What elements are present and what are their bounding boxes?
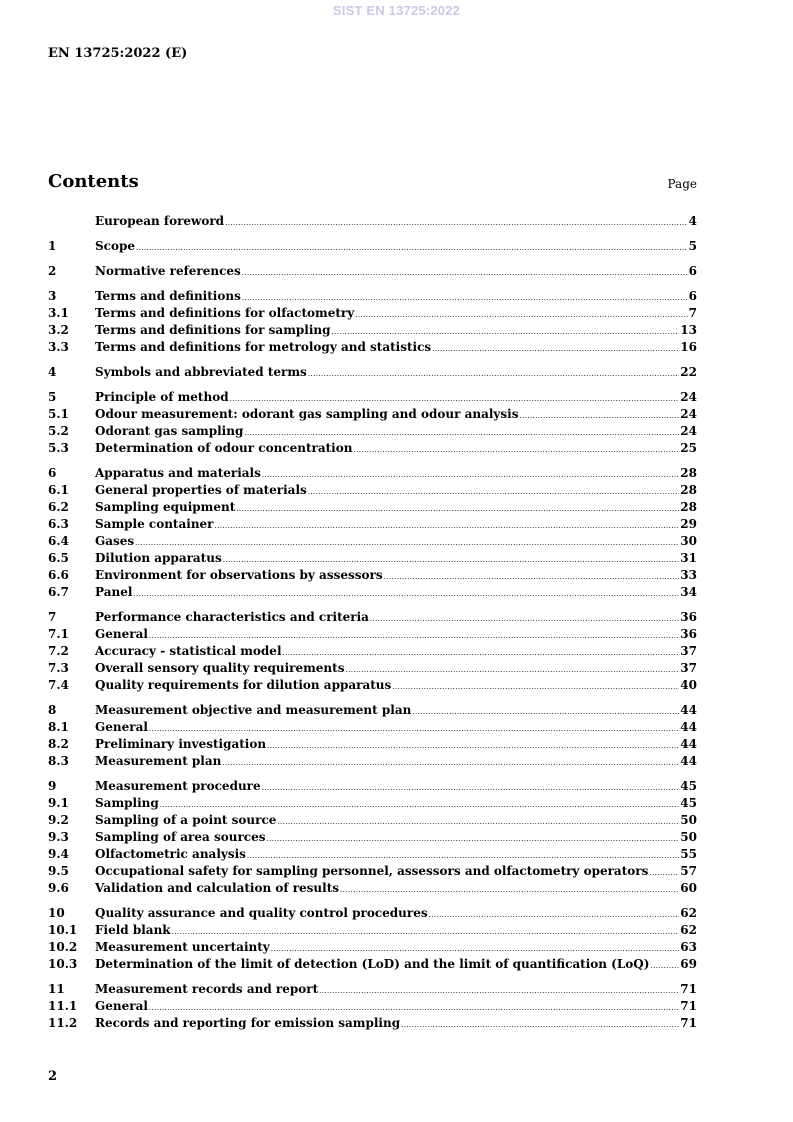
footer-page-number: 2 [48, 1069, 58, 1084]
dot-leader [345, 666, 679, 674]
toc-entry-page: 57 [680, 864, 697, 878]
dot-leader [355, 311, 687, 319]
dot-leader [412, 708, 679, 716]
toc-entry-number: 3.1 [48, 306, 69, 320]
toc-entry-number: 9.2 [48, 813, 69, 827]
toc-entry[interactable] [48, 424, 697, 441]
toc-section [48, 365, 697, 382]
toc-entry-title: Terms and definitions for olfactometry [95, 306, 355, 320]
toc-entry-page: 4 [688, 214, 697, 228]
toc-entry-page: 36 [680, 627, 697, 641]
dot-leader [267, 742, 679, 750]
toc-entry-title: Quality requirements for dilution apparatus [95, 678, 392, 692]
dot-leader [247, 852, 679, 860]
dot-leader [384, 573, 680, 581]
toc-entry-page: 50 [680, 813, 697, 827]
toc-section [48, 264, 697, 281]
toc-entry-number: 11.2 [48, 1016, 78, 1030]
toc-entry-number: 9.4 [48, 847, 69, 861]
toc-entry[interactable] [48, 306, 697, 323]
toc-entry[interactable] [48, 678, 697, 695]
toc-entry[interactable] [48, 957, 697, 974]
dot-leader [149, 632, 679, 640]
dot-leader [332, 328, 680, 336]
toc-entry-title: Determination of the limit of detection (LoD) and the limit of quantification (LoQ) [95, 957, 650, 971]
toc-entry-number: 6.5 [48, 551, 69, 565]
toc-entry[interactable] [48, 483, 697, 500]
toc-entry[interactable] [48, 466, 697, 483]
toc-entry-number: 3.2 [48, 323, 69, 337]
toc-entry[interactable] [48, 830, 697, 847]
dot-leader [432, 345, 679, 353]
dot-leader [223, 556, 680, 564]
toc-entry[interactable] [48, 500, 697, 517]
toc-entry-page: 22 [680, 365, 697, 379]
toc-entry-title: Performance characteristics and criteria [95, 610, 369, 624]
toc-entry-number: 7.1 [48, 627, 69, 641]
contents-heading: Contents [48, 171, 139, 192]
toc-entry[interactable] [48, 568, 697, 585]
toc-entry[interactable] [48, 661, 697, 678]
dot-leader [340, 886, 679, 894]
toc-entry-page: 63 [680, 940, 697, 954]
toc-entry-number: 6.6 [48, 568, 69, 582]
dot-leader [401, 1021, 679, 1029]
toc-entry-page: 45 [680, 796, 697, 810]
toc-entry-title: Environment for observations by assessors [95, 568, 383, 582]
toc-entry-page: 37 [680, 644, 697, 658]
toc-entry[interactable] [48, 923, 697, 940]
toc-entry-title: Apparatus and materials [95, 466, 261, 480]
toc-entry[interactable] [48, 264, 697, 281]
toc-entry[interactable] [48, 407, 697, 424]
toc-entry-number: 10.2 [48, 940, 78, 954]
toc-entry-page: 29 [680, 517, 697, 531]
toc-entry-page: 60 [680, 881, 697, 895]
dot-leader [149, 725, 679, 733]
toc-entry-title: Scope [95, 239, 136, 253]
toc-entry-number: 9.5 [48, 864, 69, 878]
toc-entry-title: General [95, 999, 148, 1013]
toc-entry[interactable] [48, 906, 697, 923]
dot-leader [650, 962, 679, 970]
toc-entry-page: 28 [680, 483, 697, 497]
toc-entry-number: 6.7 [48, 585, 69, 599]
toc-entry-title: Olfactometric analysis [95, 847, 246, 861]
dot-leader [519, 412, 679, 420]
page-column-label: Page [667, 177, 697, 191]
toc-entry-page: 71 [680, 1016, 697, 1030]
toc-entry-number: 10.3 [48, 957, 78, 971]
toc-entry-title: Dilution apparatus [95, 551, 222, 565]
dot-leader [236, 505, 679, 513]
toc-entry[interactable] [48, 940, 697, 957]
dot-leader [242, 269, 688, 277]
toc-entry-page: 28 [680, 500, 697, 514]
toc-entry-number: 8.3 [48, 754, 69, 768]
toc-entry-number: 6.1 [48, 483, 69, 497]
toc-entry-title: Validation and calculation of results [95, 881, 339, 895]
toc-entry-number: 5.3 [48, 441, 69, 455]
toc-entry-page: 16 [680, 340, 697, 354]
toc-entry-number: 6 [48, 466, 57, 480]
dot-leader [392, 683, 679, 691]
toc-entry[interactable] [48, 881, 697, 898]
toc-section [48, 906, 697, 974]
toc-entry-number: 10.1 [48, 923, 78, 937]
toc-entry-page: 62 [680, 906, 697, 920]
dot-leader [215, 522, 680, 530]
toc-entry-page: 37 [680, 661, 697, 675]
toc-entry[interactable] [48, 340, 697, 357]
toc-entry-page: 24 [680, 407, 697, 421]
toc-entry[interactable] [48, 390, 697, 407]
toc-entry-number: 9 [48, 779, 57, 793]
toc-entry-page: 71 [680, 999, 697, 1013]
toc-entry-number: 7.2 [48, 644, 69, 658]
toc-entry[interactable] [48, 737, 697, 754]
toc-entry-number: 8.2 [48, 737, 69, 751]
toc-entry-number: 11.1 [48, 999, 78, 1013]
toc-entry-number: 11 [48, 982, 65, 996]
toc-entry-title: Measurement records and report [95, 982, 319, 996]
toc-section [48, 610, 697, 695]
toc-entry-title: Quality assurance and quality control procedures [95, 906, 428, 920]
toc-entry[interactable] [48, 779, 697, 796]
toc-entry-page: 44 [680, 737, 697, 751]
toc-entry-page: 34 [680, 585, 697, 599]
toc-entry-page: 44 [680, 703, 697, 717]
toc-entry-number: 3 [48, 289, 57, 303]
toc-entry[interactable] [48, 703, 697, 720]
toc-entry-page: 24 [680, 390, 697, 404]
toc-entry-number: 8.1 [48, 720, 69, 734]
toc-entry-page: 5 [688, 239, 697, 253]
toc-entry-number: 5.1 [48, 407, 69, 421]
toc-entry-page: 45 [680, 779, 697, 793]
dot-leader [308, 370, 679, 378]
toc-entry[interactable] [48, 214, 697, 231]
toc-entry-title: Determination of odour concentration [95, 441, 353, 455]
dot-leader [160, 801, 680, 809]
toc-entry-page: 44 [680, 754, 697, 768]
toc-entry[interactable] [48, 1016, 697, 1033]
toc-entry-page: 44 [680, 720, 697, 734]
dot-leader [271, 945, 680, 953]
toc-entry-number: 10 [48, 906, 65, 920]
toc-entry[interactable] [48, 441, 697, 458]
toc-entry-title: General [95, 627, 148, 641]
toc-entry-number: 6.4 [48, 534, 69, 548]
toc-entry-page: 69 [680, 957, 697, 971]
toc-entry-title: Terms and definitions for sampling [95, 323, 331, 337]
toc-entry-page: 24 [680, 424, 697, 438]
toc-entry-title: Sampling [95, 796, 159, 810]
toc-entry[interactable] [48, 289, 697, 306]
toc-section [48, 779, 697, 898]
toc-entry-title: General properties of materials [95, 483, 307, 497]
toc-section [48, 703, 697, 771]
dot-leader [277, 818, 679, 826]
toc-entry-title: Terms and definitions for metrology and statistics [95, 340, 432, 354]
toc-entry-number: 9.6 [48, 881, 69, 895]
toc-entry-title: Normative references [95, 264, 241, 278]
toc-entry[interactable] [48, 999, 697, 1016]
toc-entry-number: 5 [48, 390, 57, 404]
dot-leader [353, 446, 679, 454]
toc-entry-title: Principle of method [95, 390, 229, 404]
toc-entry-page: 25 [680, 441, 697, 455]
toc-entry-title: Panel [95, 585, 133, 599]
toc-entry-page: 33 [680, 568, 697, 582]
toc-entry-title: Sampling equipment [95, 500, 236, 514]
toc-entry[interactable] [48, 720, 697, 737]
toc-entry[interactable] [48, 796, 697, 813]
dot-leader [135, 539, 679, 547]
toc-entry-page: 50 [680, 830, 697, 844]
toc-entry-page: 13 [680, 323, 697, 337]
dot-leader [222, 759, 679, 767]
toc-entry[interactable] [48, 754, 697, 771]
toc-entry-number: 9.1 [48, 796, 69, 810]
toc-entry-number: 7.4 [48, 678, 69, 692]
toc-entry-title: General [95, 720, 148, 734]
toc-entry-number: 7 [48, 610, 57, 624]
toc-entry-page: 30 [680, 534, 697, 548]
toc-entry-page: 7 [688, 306, 697, 320]
toc-entry-number: 7.3 [48, 661, 69, 675]
toc-entry[interactable] [48, 644, 697, 661]
dot-leader [266, 835, 679, 843]
dot-leader [649, 869, 679, 877]
toc-entry[interactable] [48, 982, 697, 999]
toc-entry-title: Odour measurement: odorant gas sampling and odour analysis [95, 407, 519, 421]
toc-entry-title: Occupational safety for sampling personnel, assessors and olfactometry operators [95, 864, 649, 878]
toc-entry-number: 6.3 [48, 517, 69, 531]
dot-leader [149, 1004, 679, 1012]
dot-leader [230, 395, 680, 403]
toc-entry-page: 6 [688, 289, 697, 303]
toc-entry[interactable] [48, 365, 697, 382]
dot-leader [319, 987, 679, 995]
toc-entry-title: Field blank [95, 923, 171, 937]
toc-entry-title: Records and reporting for emission sampling [95, 1016, 401, 1030]
toc-entry-number: 2 [48, 264, 57, 278]
toc-entry-title: Sample container [95, 517, 214, 531]
toc-entry-title: Measurement plan [95, 754, 222, 768]
toc-section [48, 390, 697, 458]
toc-entry-number: 5.2 [48, 424, 69, 438]
toc-entry-title: Sampling of a point source [95, 813, 277, 827]
toc-entry-page: 6 [688, 264, 697, 278]
dot-leader [172, 928, 680, 936]
dot-leader [429, 911, 680, 919]
toc-entry-number: 6.2 [48, 500, 69, 514]
dot-leader [262, 784, 680, 792]
table-of-contents [48, 214, 697, 1041]
toc-entry-page: 71 [680, 982, 697, 996]
toc-entry-page: 40 [680, 678, 697, 692]
dot-leader [262, 471, 679, 479]
toc-section [48, 239, 697, 256]
toc-entry-title: Sampling of area sources [95, 830, 266, 844]
dot-leader [370, 615, 679, 623]
toc-entry-title: Measurement objective and measurement plan [95, 703, 412, 717]
toc-entry-title: Symbols and abbreviated terms [95, 365, 307, 379]
toc-entry[interactable] [48, 517, 697, 534]
toc-entry-title: Overall sensory quality requirements [95, 661, 345, 675]
toc-entry-title: Preliminary investigation [95, 737, 267, 751]
toc-section [48, 466, 697, 602]
dot-leader [283, 649, 680, 657]
watermark: SIST EN 13725:2022 [332, 3, 461, 18]
toc-entry-title: Gases [95, 534, 135, 548]
dot-leader [225, 219, 688, 227]
toc-entry[interactable] [48, 847, 697, 864]
toc-entry[interactable] [48, 813, 697, 830]
toc-entry-title: Measurement procedure [95, 779, 261, 793]
document-id: EN 13725:2022 (E) [48, 46, 188, 61]
toc-entry-number: 4 [48, 365, 57, 379]
toc-entry-number: 1 [48, 239, 57, 253]
toc-entry-page: 28 [680, 466, 697, 480]
toc-section [48, 982, 697, 1033]
toc-section [48, 289, 697, 357]
toc-entry-number: 9.3 [48, 830, 69, 844]
toc-entry-title: Odorant gas sampling [95, 424, 244, 438]
toc-entry[interactable] [48, 627, 697, 644]
toc-entry-page: 62 [680, 923, 697, 937]
dot-leader [133, 590, 679, 598]
toc-entry-page: 55 [680, 847, 697, 861]
toc-entry-page: 31 [680, 551, 697, 565]
toc-entry-page: 36 [680, 610, 697, 624]
toc-section [48, 214, 697, 231]
toc-entry[interactable] [48, 239, 697, 256]
toc-entry[interactable] [48, 864, 697, 881]
toc-entry-title: European foreword [95, 214, 225, 228]
toc-entry[interactable] [48, 534, 697, 551]
toc-entry-title: Accuracy - statistical model [95, 644, 282, 658]
dot-leader [136, 244, 688, 252]
dot-leader [244, 429, 679, 437]
toc-entry[interactable] [48, 585, 697, 602]
toc-entry[interactable] [48, 323, 697, 340]
toc-entry-title: Measurement uncertainty [95, 940, 270, 954]
dot-leader [308, 488, 680, 496]
toc-entry-number: 3.3 [48, 340, 69, 354]
toc-entry-number: 8 [48, 703, 57, 717]
dot-leader [242, 294, 688, 302]
toc-entry[interactable] [48, 610, 697, 627]
toc-entry[interactable] [48, 551, 697, 568]
toc-entry-title: Terms and definitions [95, 289, 241, 303]
